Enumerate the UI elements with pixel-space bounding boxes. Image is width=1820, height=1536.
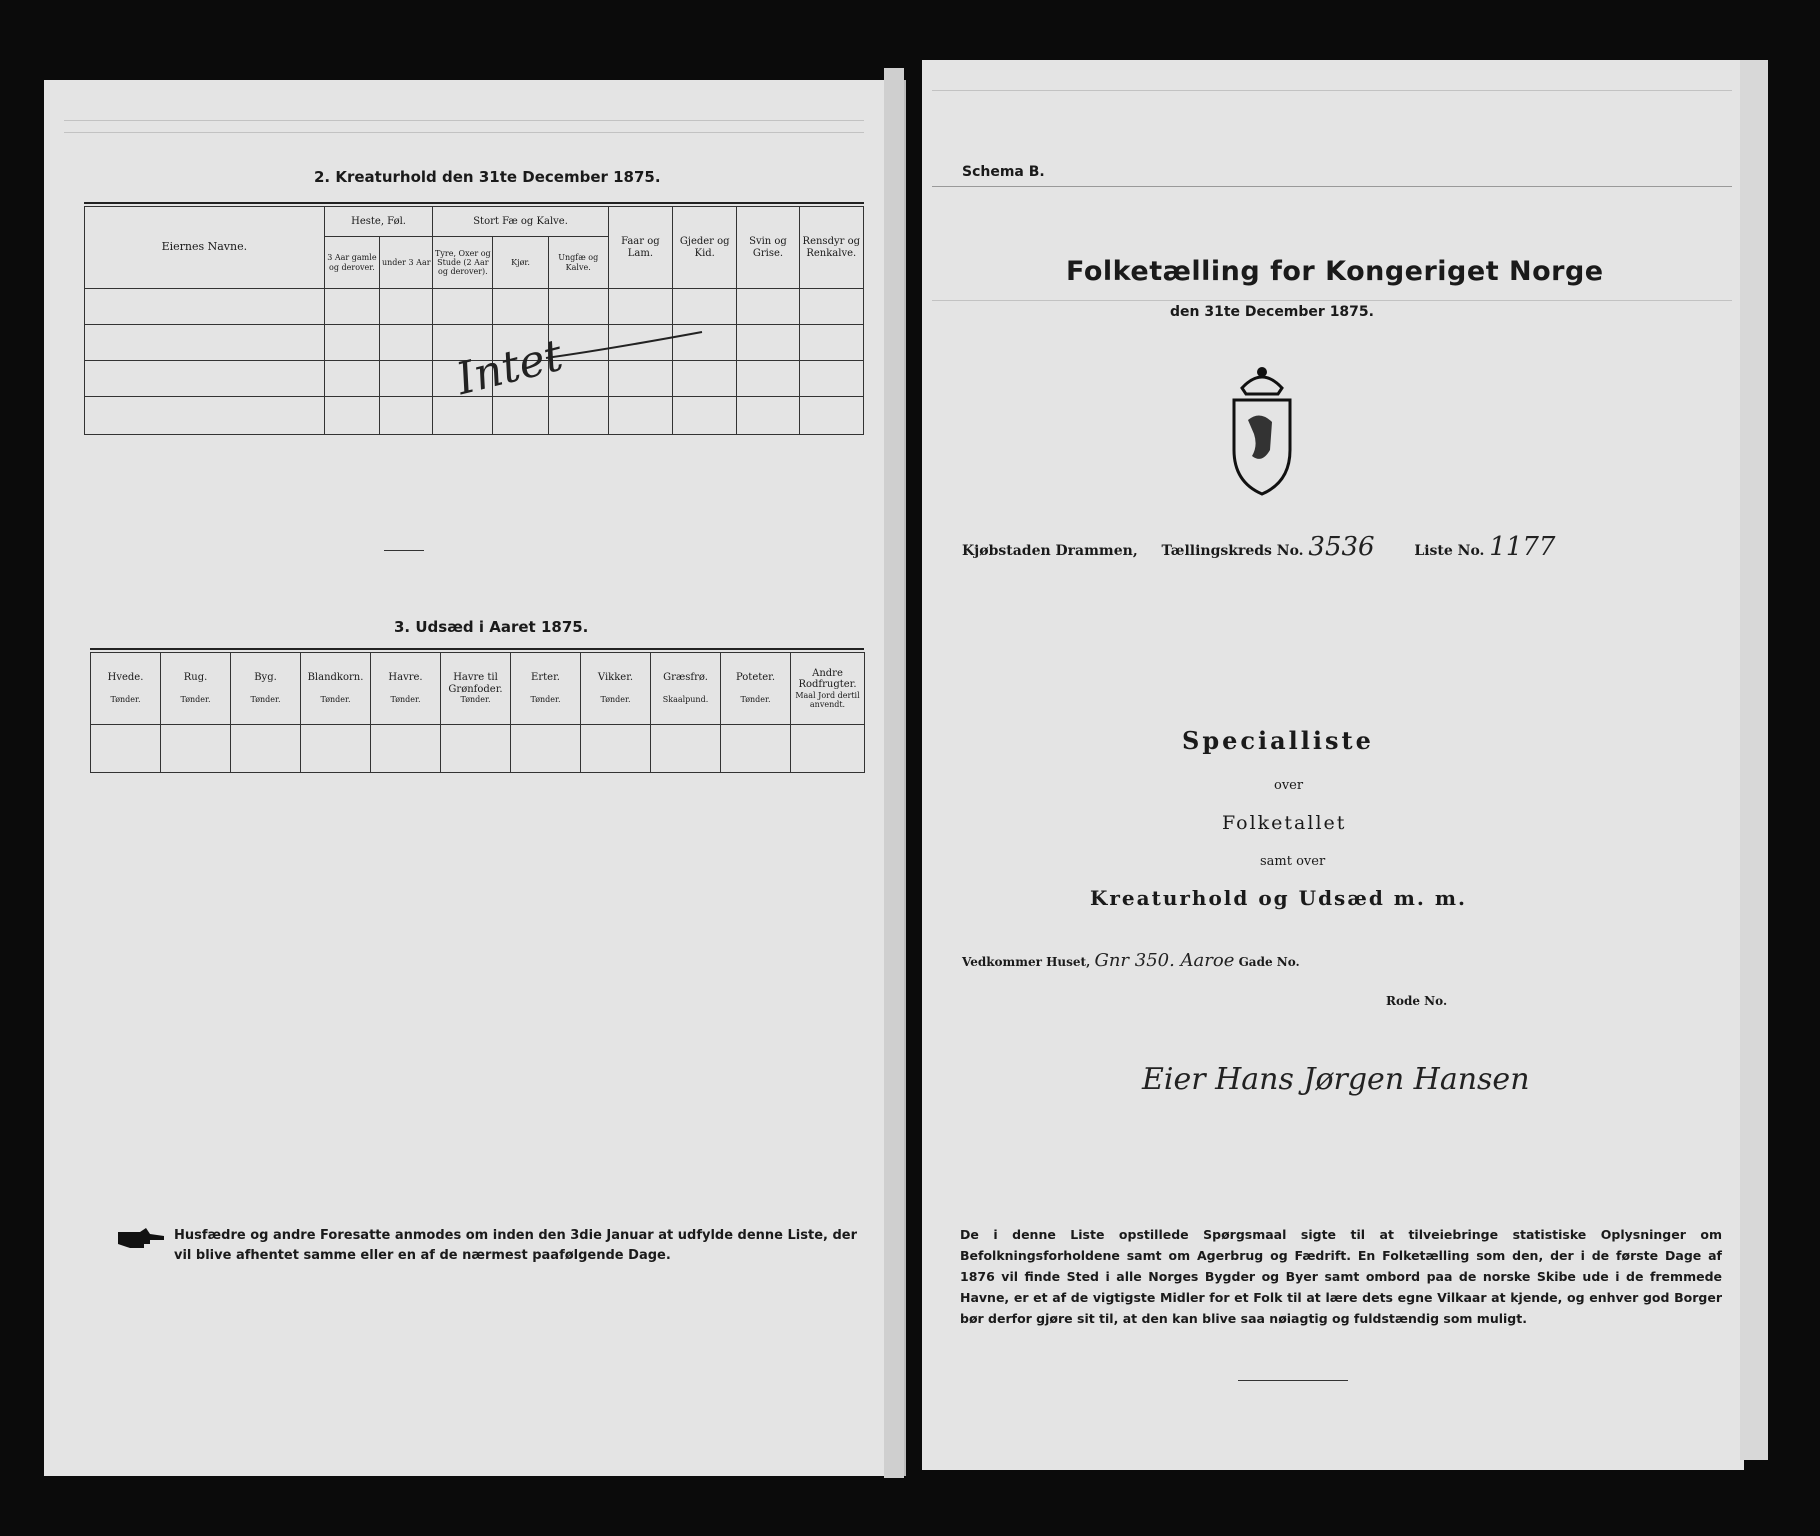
horses-under3-header: under 3 Aar [380, 237, 433, 289]
rye-header: Rug. Tønder. [161, 653, 231, 725]
folketallet-label: Folketallet [1222, 812, 1347, 834]
right-page [922, 60, 1744, 1470]
potatoes-header: Poteter. Tønder. [721, 653, 791, 725]
gade-label: Gade No. [1238, 955, 1300, 969]
vetch-header: Vikker. Tønder. [581, 653, 651, 725]
samt-over-label: samt over [1260, 854, 1326, 869]
district-value-hand: 36 [1341, 532, 1375, 562]
oats-header: Havre. Tønder. [371, 653, 441, 725]
district-label: Tællingskreds No. [1161, 543, 1304, 559]
census-title: Folketælling for Kongeriget Norge [1066, 256, 1604, 287]
reindeer-header: Rensdyr og Renkalve. [799, 207, 863, 289]
rode-label: Rode No. [1386, 994, 1448, 1008]
young-cattle-header: Ungfæ og Kalve. [548, 237, 608, 289]
town-label: Kjøbstaden Drammen, [962, 543, 1138, 559]
mixed-grain-header: Blandkorn. Tønder. [301, 653, 371, 725]
peas-header: Erter. Tønder. [511, 653, 581, 725]
handwritten-stroke [544, 328, 704, 368]
census-explanation: De i denne Liste opstillede Spørgsmaal sigte til at tilveiebringe statistiske Oplysninger om Befolkningsforholdene samt om Agerbrug og Fædrift. En Folketælling som den, der i de første Dage af 1876 vil finde Sted i alle Norges Bygder og Byer samt ombord paa de norske Skibe ude i de fremmede Havne, er et af de vigtigste Midler for et Folk til at lære dets egne Vilkaar at kjende, og enhver god Borger bør derfor gjøre sit til, at den kan blive saa nøiagtig og fuldstændig som muligt. [960, 1227, 1722, 1326]
house-value: Gnr 350. Aaroe [1094, 950, 1235, 971]
horses-3yr-header: 3 Aar gamle og derover. [324, 237, 379, 289]
left-page-edge [884, 68, 904, 1478]
notice-text: Husfædre og andre Foresatte anmodes om inden den 3die Januar at udfylde denne Liste, der vil blive afhentet samme eller en af de nærmest paafølgende Dage. [174, 1228, 858, 1263]
form-number-line [962, 532, 1555, 562]
goats-header: Gjeder og Kid. [673, 207, 737, 289]
list-value: 1177 [1489, 532, 1556, 562]
right-page-edge [1740, 60, 1768, 1460]
house-label: Vedkommer Huset, [962, 955, 1091, 969]
list-label: Liste No. [1414, 543, 1485, 559]
grass-seed-header: Græsfrø. Skaalpund. [651, 653, 721, 725]
district-value: 35 [1308, 532, 1342, 562]
over-label: over [1274, 778, 1304, 793]
section2-title: 2. Kreaturhold den 31te December 1875. [314, 168, 661, 186]
left-page [44, 80, 906, 1476]
schema-label: Schema B. [962, 164, 1045, 180]
section3-title: 3. Udsæd i Aaret 1875. [394, 618, 589, 636]
livestock-seeding-label: Kreaturhold og Udsæd m. m. [1090, 886, 1467, 910]
coat-of-arms-icon [1212, 360, 1312, 500]
horses-header: Heste, Føl. [324, 207, 433, 237]
closing-rule [1238, 1380, 1348, 1381]
pigs-header: Svin og Grise. [737, 207, 799, 289]
pointing-hand-icon [116, 1226, 166, 1252]
bulls-oxen-header: Tyre, Oxer og Stude (2 Aar og derover). [433, 237, 493, 289]
cows-header: Kjør. [493, 237, 548, 289]
root-crops-header: Andre Rodfrugter. Maal Jord dertil anvendt. [791, 653, 865, 725]
census-date: den 31te December 1875. [1170, 304, 1374, 320]
house-line [962, 950, 1300, 971]
barley-header: Byg. Tønder. [231, 653, 301, 725]
green-fodder-oats-header: Havre til Grønfoder. Tønder. [441, 653, 511, 725]
wheat-header: Hvede. Tønder. [91, 653, 161, 725]
special-list-heading: Specialliste [1182, 726, 1374, 755]
seeding-table [90, 652, 865, 773]
cattle-header: Stort Fæ og Kalve. [433, 207, 608, 237]
owner-names-header: Eiernes Navne. [85, 207, 325, 289]
livestock-handwritten-entry: Intet [451, 329, 568, 406]
sheep-header: Faar og Lam. [608, 207, 672, 289]
owner-name: Eier Hans Jørgen Hansen [1142, 1062, 1530, 1097]
